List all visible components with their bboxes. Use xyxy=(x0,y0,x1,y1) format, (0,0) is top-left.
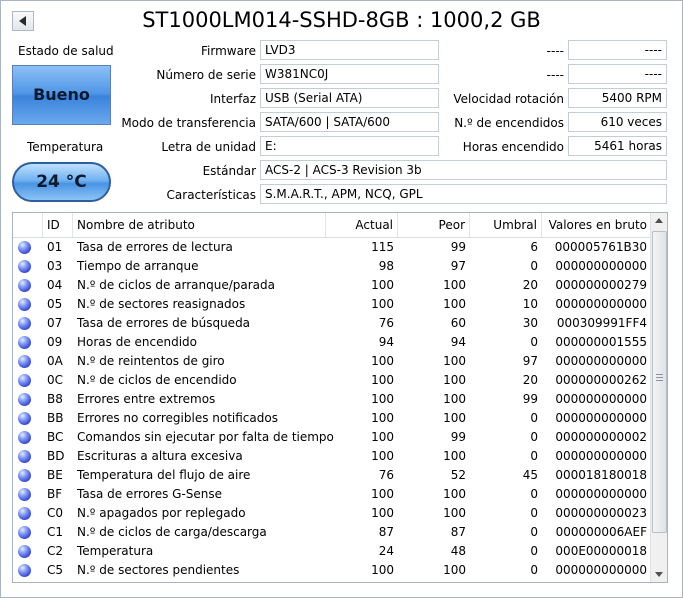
worst-cell: 97 xyxy=(450,259,466,273)
attribute-name-cell: Errores no corregibles notificados xyxy=(77,411,278,425)
scroll-down-icon[interactable] xyxy=(651,566,667,582)
current-cell: 100 xyxy=(371,430,394,444)
blank-field-2: ---- xyxy=(568,64,667,84)
scroll-thumb[interactable] xyxy=(652,231,667,533)
current-cell: 100 xyxy=(371,297,394,311)
id-cell: 01 xyxy=(47,240,63,254)
worst-cell: 100 xyxy=(443,487,466,501)
status-good-icon xyxy=(18,279,31,292)
worst-cell: 87 xyxy=(450,525,466,539)
status-good-icon xyxy=(18,336,31,349)
table-header xyxy=(13,213,651,238)
raw-value-cell: 000000001555 xyxy=(555,335,647,349)
raw-value-cell: 000000000000 xyxy=(555,411,647,425)
rotation-label: Velocidad rotación xyxy=(453,92,564,106)
attribute-name-cell: N.º de ciclos de arranque/parada xyxy=(77,278,276,292)
threshold-cell: 0 xyxy=(530,430,538,444)
serial-field: W381NC0J xyxy=(260,64,439,84)
raw-value-cell: 000000006AEF xyxy=(555,525,647,539)
id-cell: 04 xyxy=(47,278,63,292)
raw-value-cell: 000000000000 xyxy=(555,259,647,273)
current-cell: 100 xyxy=(371,506,394,520)
drive-letter-field: E: xyxy=(260,136,439,156)
worst-cell: 100 xyxy=(443,297,466,311)
power-count-field: 610 veces xyxy=(568,112,667,132)
scroll-up-icon[interactable] xyxy=(651,213,667,229)
id-cell: BB xyxy=(47,411,64,425)
id-cell: C2 xyxy=(47,544,64,558)
raw-value-cell: 000E00000018 xyxy=(555,544,647,558)
threshold-cell: 0 xyxy=(530,487,538,501)
table-row[interactable] xyxy=(13,257,651,276)
vertical-scrollbar[interactable] xyxy=(650,213,667,582)
firmware-field: LVD3 xyxy=(260,40,439,60)
threshold-column-header[interactable]: Umbral xyxy=(470,213,542,237)
raw-value-cell: 000000000000 xyxy=(555,297,647,311)
attribute-name-cell: N.º de reintentos de giro xyxy=(77,354,225,368)
drive-title: ST1000LM014-SSHD-8GB : 1000,2 GB xyxy=(142,8,541,32)
threshold-cell: 0 xyxy=(530,335,538,349)
current-cell: 100 xyxy=(371,449,394,463)
id-cell: BC xyxy=(47,430,64,444)
table-row[interactable] xyxy=(13,295,651,314)
id-cell: BF xyxy=(47,487,63,501)
current-cell: 100 xyxy=(371,278,394,292)
blank-field-1: ---- xyxy=(568,40,667,60)
id-cell: 05 xyxy=(47,297,63,311)
threshold-cell: 20 xyxy=(522,373,538,387)
attribute-name-cell: Temperatura xyxy=(77,544,154,558)
table-row[interactable] xyxy=(13,333,651,352)
table-row[interactable] xyxy=(13,542,651,561)
id-cell: C0 xyxy=(47,506,64,520)
interface-label: Interfaz xyxy=(209,92,256,106)
grip-icon xyxy=(656,374,663,383)
table-row[interactable] xyxy=(13,238,651,257)
id-cell: 07 xyxy=(47,316,63,330)
table-row[interactable] xyxy=(13,485,651,504)
id-cell: BE xyxy=(47,468,63,482)
blank-label-1: ---- xyxy=(546,44,564,58)
attribute-name-cell: N.º de sectores pendientes xyxy=(77,563,240,577)
attribute-name-cell: N.º de ciclos de encendido xyxy=(77,373,237,387)
attribute-name-cell: Errores entre extremos xyxy=(77,392,216,406)
current-cell: 100 xyxy=(371,487,394,501)
status-good-icon xyxy=(18,393,31,406)
attribute-name-cell: Escrituras a altura excesiva xyxy=(77,449,243,463)
status-good-icon xyxy=(18,412,31,425)
table-row[interactable] xyxy=(13,428,651,447)
health-status-button[interactable]: Bueno xyxy=(12,65,111,125)
worst-cell: 52 xyxy=(450,468,466,482)
current-cell: 115 xyxy=(371,240,394,254)
worst-cell: 100 xyxy=(443,278,466,292)
status-good-icon xyxy=(18,317,31,330)
id-cell: 0C xyxy=(47,373,64,387)
attribute-name-cell: N.º de ciclos de carga/descarga xyxy=(77,525,267,539)
status-good-icon xyxy=(18,431,31,444)
table-row[interactable] xyxy=(13,561,651,580)
id-cell: C1 xyxy=(47,525,64,539)
current-cell: 100 xyxy=(371,563,394,577)
status-good-icon xyxy=(18,374,31,387)
threshold-cell: 45 xyxy=(522,468,538,482)
threshold-cell: 10 xyxy=(522,297,538,311)
raw-value-cell: 000000000000 xyxy=(555,392,647,406)
threshold-cell: 0 xyxy=(530,506,538,520)
worst-cell: 94 xyxy=(450,335,466,349)
table-row[interactable] xyxy=(13,466,651,485)
status-good-icon xyxy=(18,241,31,254)
table-body xyxy=(13,238,651,580)
id-cell: BD xyxy=(47,449,65,463)
firmware-label: Firmware xyxy=(201,44,256,58)
power-hours-field: 5461 horas xyxy=(568,136,667,156)
attribute-name-cell: Comandos sin ejecutar por falta de tiempo xyxy=(77,430,334,444)
threshold-cell: 6 xyxy=(530,240,538,254)
status-good-icon xyxy=(18,545,31,558)
current-cell: 24 xyxy=(378,544,394,558)
standard-label: Estándar xyxy=(202,164,256,178)
power-hours-label: Horas encendido xyxy=(462,140,564,154)
name-column-header[interactable]: Nombre de atributo xyxy=(73,213,326,237)
id-cell: C5 xyxy=(47,563,64,577)
worst-cell: 99 xyxy=(450,430,466,444)
interface-field: USB (Serial ATA) xyxy=(260,88,439,108)
attribute-name-cell: Tasa de errores G-Sense xyxy=(77,487,223,501)
threshold-cell: 0 xyxy=(530,259,538,273)
threshold-cell: 99 xyxy=(522,392,538,406)
id-column-header[interactable]: ID xyxy=(43,213,73,237)
current-cell: 100 xyxy=(371,411,394,425)
blank-label-2: ---- xyxy=(546,68,564,82)
threshold-cell: 0 xyxy=(530,411,538,425)
worst-cell: 100 xyxy=(443,373,466,387)
power-count-label: N.º de encendidos xyxy=(454,116,564,130)
raw-value-cell: 000000000000 xyxy=(555,487,647,501)
worst-cell: 100 xyxy=(443,563,466,577)
current-cell: 87 xyxy=(378,525,394,539)
status-good-icon xyxy=(18,488,31,501)
transfer-mode-label: Modo de transferencia xyxy=(121,116,256,130)
worst-cell: 100 xyxy=(443,449,466,463)
attribute-name-cell: Tasa de errores de búsqueda xyxy=(77,316,251,330)
table-row[interactable] xyxy=(13,447,651,466)
attribute-name-cell: Tasa de errores de lectura xyxy=(77,240,233,254)
raw-value-cell: 000000000002 xyxy=(555,430,647,444)
threshold-cell: 0 xyxy=(530,563,538,577)
current-cell: 100 xyxy=(371,392,394,406)
raw-value-cell: 000000000262 xyxy=(555,373,647,387)
current-cell: 94 xyxy=(378,335,394,349)
smart-attributes-table[interactable] xyxy=(12,212,668,583)
id-cell: 09 xyxy=(47,335,63,349)
current-cell: 100 xyxy=(371,354,394,368)
features-label: Características xyxy=(166,188,256,202)
temperature-label: Temperatura xyxy=(27,140,104,154)
id-cell: 03 xyxy=(47,259,63,273)
status-good-icon xyxy=(18,507,31,520)
attribute-name-cell: N.º de sectores reasignados xyxy=(77,297,246,311)
worst-cell: 100 xyxy=(443,392,466,406)
current-cell: 100 xyxy=(371,373,394,387)
worst-cell: 48 xyxy=(450,544,466,558)
serial-label: Número de serie xyxy=(156,68,256,82)
threshold-cell: 30 xyxy=(522,316,538,330)
threshold-cell: 0 xyxy=(530,449,538,463)
current-cell: 76 xyxy=(378,468,394,482)
raw-value-cell: 000000000000 xyxy=(555,449,647,463)
threshold-cell: 0 xyxy=(530,544,538,558)
standard-field: ACS-2 | ACS-3 Revision 3b xyxy=(260,160,667,180)
table-row[interactable] xyxy=(13,390,651,409)
status-good-icon xyxy=(18,450,31,463)
raw-column-header[interactable]: Valores en bruto xyxy=(548,218,647,232)
raw-value-cell: 000000000000 xyxy=(555,354,647,368)
transfer-mode-field: SATA/600 | SATA/600 xyxy=(260,112,439,132)
table-row[interactable] xyxy=(13,314,651,333)
current-cell: 98 xyxy=(378,259,394,273)
status-column-header[interactable] xyxy=(13,213,43,237)
table-row[interactable] xyxy=(13,352,651,371)
threshold-cell: 97 xyxy=(522,354,538,368)
status-good-icon xyxy=(18,355,31,368)
raw-value-cell: 000000000023 xyxy=(555,506,647,520)
raw-value-cell: 000018180018 xyxy=(555,468,647,482)
raw-value-cell: 000309991FF4 xyxy=(556,316,647,330)
id-cell: 0A xyxy=(47,354,63,368)
attribute-name-cell: N.º apagados por replegado xyxy=(77,506,246,520)
features-field: S.M.A.R.T., APM, NCQ, GPL xyxy=(260,184,667,204)
attribute-name-cell: Temperatura del flujo de aire xyxy=(77,468,251,482)
threshold-cell: 0 xyxy=(530,525,538,539)
current-cell: 76 xyxy=(378,316,394,330)
table-row[interactable] xyxy=(13,504,651,523)
raw-value-cell: 000005761B30 xyxy=(554,240,647,254)
id-cell: B8 xyxy=(47,392,63,406)
status-good-icon xyxy=(18,298,31,311)
rotation-field: 5400 RPM xyxy=(568,88,667,108)
table-row[interactable] xyxy=(13,409,651,428)
table-row[interactable] xyxy=(13,523,651,542)
worst-column-header[interactable]: Peor xyxy=(398,213,470,237)
temperature-status-button[interactable]: 24 °C xyxy=(12,162,111,202)
worst-cell: 100 xyxy=(443,506,466,520)
worst-cell: 99 xyxy=(450,240,466,254)
worst-cell: 100 xyxy=(443,411,466,425)
drive-letter-label: Letra de unidad xyxy=(161,140,256,154)
attribute-name-cell: Horas de encendido xyxy=(77,335,198,349)
raw-value-cell: 000000000279 xyxy=(555,278,647,292)
status-good-icon xyxy=(18,564,31,577)
current-column-header[interactable]: Actual xyxy=(326,213,398,237)
status-good-icon xyxy=(18,469,31,482)
table-row[interactable] xyxy=(13,276,651,295)
threshold-cell: 20 xyxy=(522,278,538,292)
worst-cell: 60 xyxy=(450,316,466,330)
raw-value-cell: 000000000000 xyxy=(555,563,647,577)
status-good-icon xyxy=(18,260,31,273)
worst-cell: 100 xyxy=(443,354,466,368)
health-label: Estado de salud xyxy=(18,44,114,58)
table-row[interactable] xyxy=(13,371,651,390)
status-good-icon xyxy=(18,526,31,539)
attribute-name-cell: Tiempo de arranque xyxy=(77,259,199,273)
